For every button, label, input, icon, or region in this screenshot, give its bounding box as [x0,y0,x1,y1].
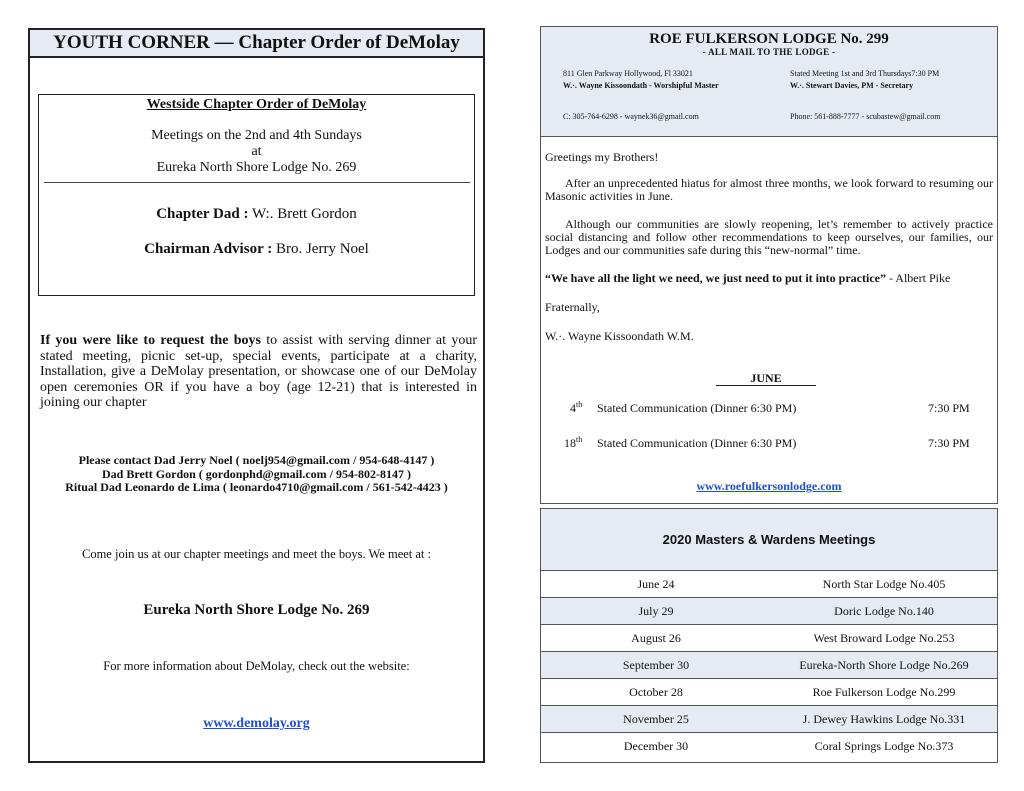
contact-line: Dad Brett Gordon ( gordonphd@gmail.com / 954-802-8147 ) [102,466,411,481]
quote-author: - Albert Pike [885,271,951,285]
meeting-date: September 30 [622,658,690,672]
meeting-lodge: Coral Springs Lodge No.373 [814,739,954,753]
meeting-lodge: Doric Lodge No.140 [834,604,934,618]
lodge-name: ROE FULKERSON LODGE No. 299 [649,31,889,47]
chairman-value: Bro. Jerry Noel [275,241,369,257]
meeting-date: November 25 [623,712,689,726]
table-row [541,652,997,679]
request-paragraph [40,333,477,411]
table-row [541,625,997,652]
meeting-lodge: Roe Fulkerson Lodge No.299 [812,685,956,699]
table-row [541,679,997,706]
meeting-date: October 28 [629,685,683,699]
meeting-lodge: J. Dewey Hawkins Lodge No.331 [802,712,966,726]
meeting-lodge: West Broward Lodge No.253 [813,631,955,645]
meeting-at: at [251,144,262,159]
meeting-lodge-name: Eureka North Shore Lodge No. 269 [143,602,370,618]
meeting-date: August 26 [631,631,681,645]
message-paragraph-2: Although our communities are slowly reopening, let’s remember to actively practice social distancing and follow other recommendations to keep ourselves, our families, our Lodges and our communities safe during this “new-normal” time. [545,217,993,257]
meeting-days: Meetings on the 2nd and 4th Sundays [151,128,362,143]
contact-block [38,454,475,495]
message-paragraph-1: After an unprecedented hiatus for almost three months, we look forward to resuming our Masonic activities in June. [545,176,993,203]
meetings-table-title: 2020 Masters & Wardens Meetings [662,532,876,547]
table-row [541,733,997,760]
month-heading: JUNE [750,371,782,385]
meeting-date: July 29 [638,604,674,618]
worshipful-master: W.·. Wayne Kissoondath - Worshipful Master [563,81,719,90]
signature: W.·. Wayne Kissoondath W.M. [545,329,694,343]
lodge-address: 811 Glen Parkway Hollywood, Fl 33021 [563,69,693,78]
chairman-label: Chairman Advisor : [144,241,273,257]
meeting-date: December 30 [623,739,689,753]
secretary-contact: Phone: 561-888-7777 - scubastew@gmail.com [790,112,941,121]
meeting-lodge: North Star Lodge No.405 [822,577,946,591]
month-underline [716,385,816,386]
chapter-name: Westside Chapter Order of DeMolay [146,97,367,112]
more-info-text: For more information about DeMolay, check out the website: [103,659,410,673]
table-row [541,571,997,598]
meeting-lodge: Eureka North Shore Lodge No. 269 [156,160,357,175]
lodge-website-link[interactable]: www.roefulkersonlodge.com [696,479,842,493]
chapter-info-box [38,94,475,296]
event-day: 18th [564,435,583,450]
meeting-lodge: Eureka-North Shore Lodge No.269 [799,658,969,672]
table-row [541,598,997,625]
event-day: 4th [570,400,583,415]
join-text: Come join us at our chapter meetings and meet the boys. We meet at : [81,547,432,561]
contact-line: Ritual Dad Leonardo de Lima ( leonardo4710@gmail.com / 561-542-4423 ) [65,480,448,494]
demolay-website-link[interactable]: www.demolay.org [203,716,310,731]
request-rest: to assist with serving dinner at your stated meeting, picnic set-up, special events, participate at a charity, Installation, give a DeMolay presentation, or showcase one of our DeMolay open ceremonies OR if you have a boy (age 12-21) that is interested in joining our chapter [40,333,477,410]
secretary: W.·. Stewart Davies, PM - Secretary [790,81,914,90]
event-description: Stated Communication (Dinner 6:30 PM) [597,436,797,450]
stated-meeting-info: Stated Meeting 1st and 3rd Thursdays7:30 PM [790,69,940,78]
contact-line: Please contact Dad Jerry Noel ( noelj954@gmail.com / 954-648-4147 ) [78,453,435,467]
table-row [541,706,997,733]
master-contact: C: 305-764-6298 - waynek36@gmail.com [563,112,699,121]
chapter-dad-row [38,206,475,223]
quote: “We have all the light we need, we just need to put it into practice” [545,271,886,285]
chairman-row [38,241,475,258]
event-time: 7:30 PM [928,401,970,415]
closing: Fraternally, [545,300,600,314]
lodge-mail-note: - ALL MAIL TO THE LODGE - [702,47,836,57]
request-lead: If you were like to request the boys [40,333,261,348]
youth-corner-title: YOUTH CORNER — Chapter Order of DeMolay [30,30,483,58]
chapter-dad-label: Chapter Dad : [156,206,249,222]
event-description: Stated Communication (Dinner 6:30 PM) [597,401,797,415]
greeting: Greetings my Brothers! [545,150,659,164]
meeting-date: June 24 [637,577,675,591]
event-time: 7:30 PM [928,436,970,450]
divider [44,182,470,183]
chapter-dad-value: W:. Brett Gordon [251,206,357,222]
quote-line [545,272,993,285]
